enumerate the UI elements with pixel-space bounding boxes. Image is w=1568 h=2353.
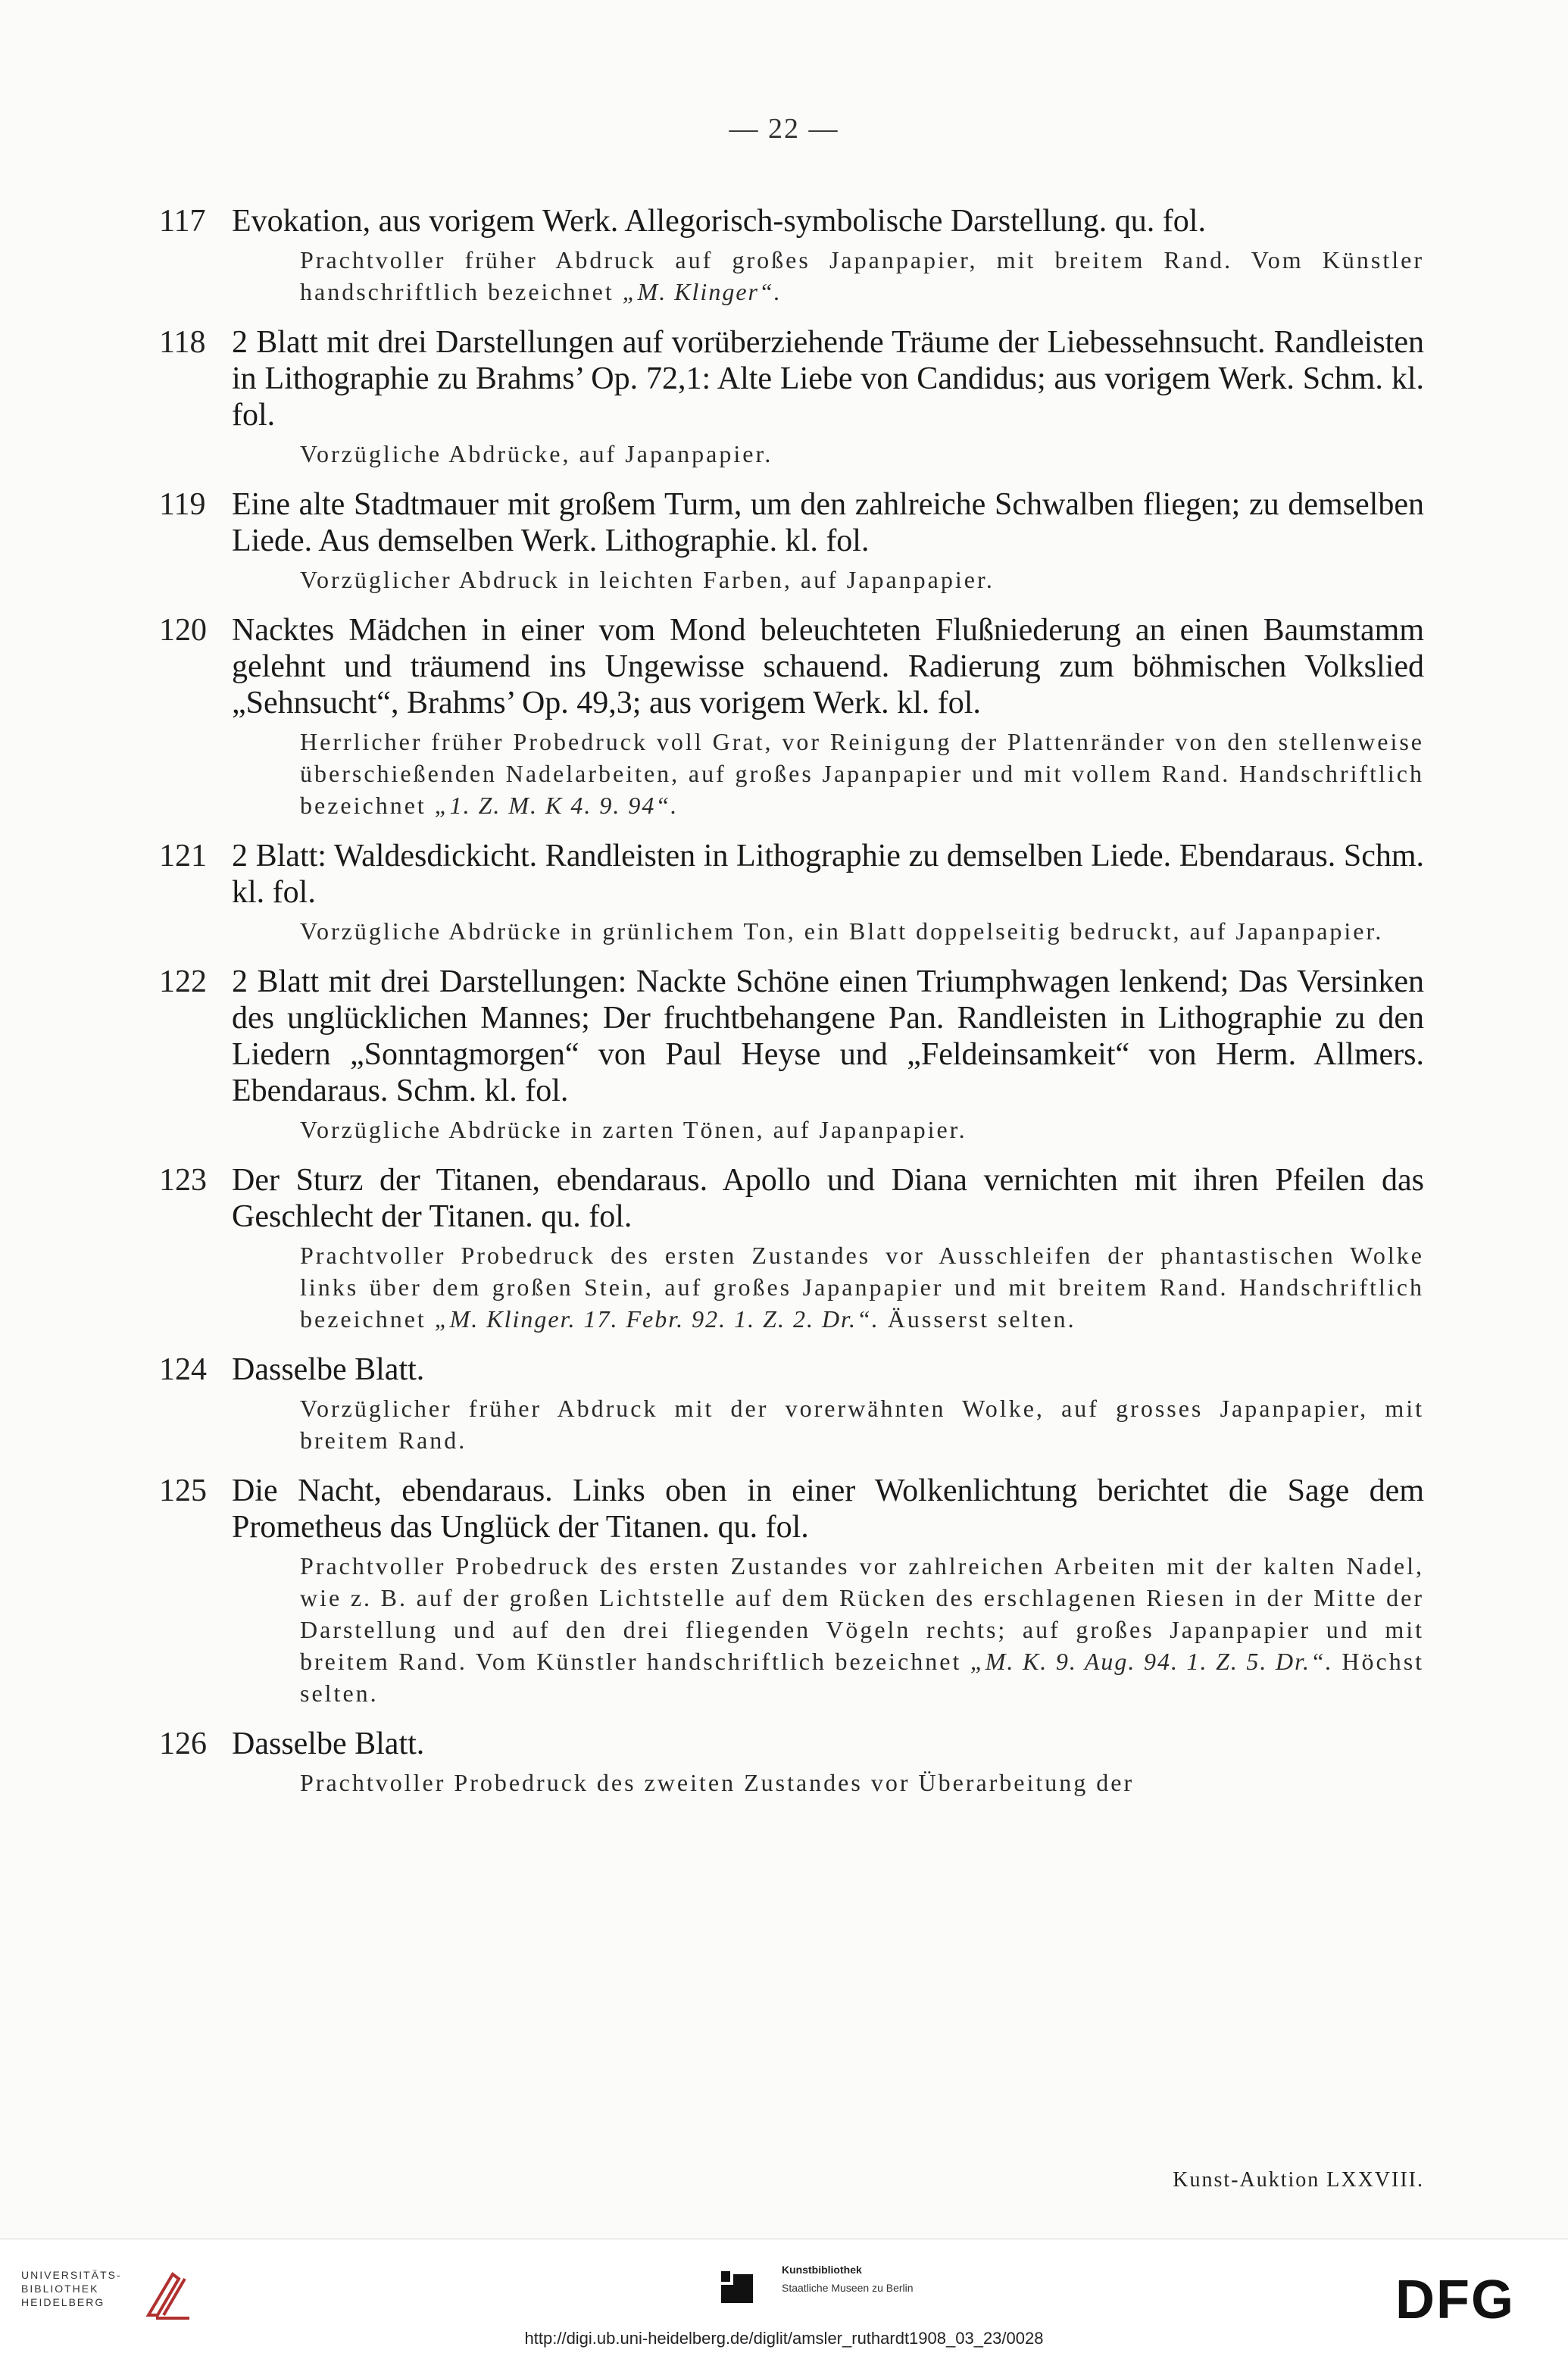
university-library-name xyxy=(21,2268,122,2309)
dfg-logo[interactable] xyxy=(1395,2271,1547,2324)
entry-note xyxy=(300,1550,1424,1709)
entry-title: 2 Blatt mit drei Darstellungen auf vorüberziehende Träume der Liebessehnsucht. Randleisten in Lithographie zu Brahms’ Op. 72,1: Alte Liebe von Candidus; aus vorigem Werk. Schm. kl. fol. xyxy=(232,325,1424,433)
entry-number: 123 xyxy=(159,1163,207,1198)
ub-line-3: HEIDELBERG xyxy=(21,2296,105,2308)
footer-bar xyxy=(0,2239,1568,2353)
catalog-entry xyxy=(151,486,1424,595)
kunstbibliothek-subtitle: Staatliche Museen zu Berlin xyxy=(782,2282,914,2294)
entry-title: Evokation, aus vorigem Werk. Allegorisch-symbolische Darstellung. qu. fol. xyxy=(232,204,1206,239)
kunstbibliothek-emblem-icon xyxy=(717,2267,757,2308)
page-number: — 22 — xyxy=(729,113,839,145)
entry-title: 2 Blatt mit drei Darstellungen: Nackte Schöne einen Triumphwagen lenkend; Das Versinken des unglücklichen Mannes; Der fruchtbehangene Pan. Randleisten in Lithographie zu den Liedern „Sonntagmorgen“ von Paul Heyse und „Feldeinsamkeit“ von Herm. Allmers. Ebendaraus. Schm. kl. fol. xyxy=(232,964,1424,1108)
catalog-entry xyxy=(151,324,1424,470)
catalog-entry xyxy=(151,203,1424,308)
university-library-logo[interactable] xyxy=(21,2268,203,2329)
entry-note xyxy=(300,244,1424,308)
ub-line-2: BIBLIOTHEK xyxy=(21,2283,99,2295)
entry-number: 126 xyxy=(159,1726,207,1761)
entry-note: Vorzügliche Abdrücke in grünlichem Ton, ein Blatt doppelseitig bedruckt, auf Japanpapier. xyxy=(300,917,1384,945)
entry-note-text: Prachtvoller Probedruck des ersten Zustandes vor zahlreichen Arbeiten mit der kalten Nadel, wie z. B. auf der großen Lichtstelle auf dem Rücken des erschlagenen Riesen in der Mitte der Darstellung und auf den drei fliegenden Vögeln rechts; auf großes Japanpapier und mit breitem Rand. Vom Künstler handschriftlich bezeichnet xyxy=(300,1552,1424,1675)
ub-line-1: UNIVERSITÄTS- xyxy=(21,2269,122,2281)
auction-signature: Kunst-Auktion LXXVIII. xyxy=(1173,2168,1424,2192)
entry-title: Eine alte Stadtmauer mit großem Turm, um den zahlreiche Schwalben fliegen; zu demselben Liede. Aus demselben Werk. Lithographie. kl. fol. xyxy=(232,487,1424,558)
catalog-entries xyxy=(151,203,1424,1815)
catalog-entry xyxy=(151,1726,1424,1798)
entry-note-text: Prachtvoller früher Abdruck auf großes Japanpapier, mit breitem Rand. Vom Künstler handschriftlich bezeichnet xyxy=(300,246,1424,305)
entry-title: 2 Blatt: Waldesdickicht. Randleisten in Lithographie zu demselben Liede. Ebendaraus. Schm. kl. fol. xyxy=(232,839,1424,910)
entry-note-text: Herrlicher früher Probedruck voll Grat, vor Reinigung der Plattenränder von den stellenweise überschießenden Nadelarbeiten, auf großes Japanpapier und mit vollem Rand. Handschriftlich bezeichnet xyxy=(300,728,1424,819)
dfg-logo-text: DFG xyxy=(1395,2271,1515,2324)
entry-number: 125 xyxy=(159,1473,207,1508)
entry-note: Prachtvoller Probedruck des zweiten Zustandes vor Überarbeitung der xyxy=(300,1769,1135,1796)
catalog-entry xyxy=(151,964,1424,1145)
entry-title: Nacktes Mädchen in einer vom Mond beleuchteten Flußniederung an einen Baumstamm gelehnt und träumend ins Ungewisse schauend. Radierung zum böhmischen Volkslied „Sehnsucht“, Brahms’ Op. 49,3; aus vorigem Werk. kl. fol. xyxy=(232,613,1424,720)
entry-number: 118 xyxy=(159,325,206,360)
entry-note-inscription: „M. Klinger. 17. Febr. 92. 1. Z. 2. Dr.“. xyxy=(434,1305,879,1333)
entry-number: 117 xyxy=(159,204,206,239)
entry-number: 120 xyxy=(159,613,207,648)
entry-note: Vorzügliche Abdrücke, auf Japanpapier. xyxy=(300,440,773,467)
catalog-entry xyxy=(151,838,1424,947)
catalog-entry xyxy=(151,612,1424,821)
entry-note-inscription: „M. K. 9. Aug. 94. 1. Z. 5. Dr.“. xyxy=(970,1648,1333,1675)
entry-note-inscription: „M. Klinger“. xyxy=(622,278,782,305)
entry-note xyxy=(300,726,1424,821)
entry-title: Die Nacht, ebendaraus. Links oben in einer Wolkenlichtung berichtet die Sage dem Prometheus das Unglück der Titanen. qu. fol. xyxy=(232,1473,1424,1545)
source-url[interactable]: http://digi.ub.uni-heidelberg.de/diglit/amsler_ruthardt1908_03_23/0028 xyxy=(524,2329,1044,2348)
entry-note: Vorzügliche Abdrücke in zarten Tönen, auf Japanpapier. xyxy=(300,1116,967,1143)
entry-title: Dasselbe Blatt. xyxy=(232,1352,425,1387)
entry-number: 121 xyxy=(159,839,207,873)
catalog-entry xyxy=(151,1351,1424,1456)
entry-title: Der Sturz der Titanen, ebendaraus. Apollo und Diana vernichten mit ihren Pfeilen das Geschlecht der Titanen. qu. fol. xyxy=(232,1163,1424,1234)
entry-title: Dasselbe Blatt. xyxy=(232,1726,425,1761)
entry-number: 122 xyxy=(159,964,207,999)
entry-note-rarity: Höchst selten. xyxy=(300,1648,1425,1707)
entry-note: Vorzüglicher Abdruck in leichten Farben, auf Japanpapier. xyxy=(300,566,995,593)
entry-note: Vorzüglicher früher Abdruck mit der vorerwähnten Wolke, auf grosses Japanpapier, mit breitem Rand. xyxy=(300,1395,1424,1454)
kunstbibliothek-title: Kunstbibliothek xyxy=(782,2264,862,2276)
catalog-entry xyxy=(151,1473,1424,1709)
ub-emblem-icon xyxy=(142,2268,195,2324)
entry-number: 119 xyxy=(159,487,206,522)
entry-number: 124 xyxy=(159,1352,207,1387)
kunstbibliothek-logo[interactable] xyxy=(717,2256,989,2317)
entry-note xyxy=(300,1239,1424,1335)
entry-note-rarity: Äusserst selten. xyxy=(887,1305,1076,1333)
entry-note-text: Prachtvoller Probedruck des ersten Zustandes vor Ausschleifen der phantastischen Wolke links über dem großen Stein, auf großes Japanpapier und mit breitem Rand. Handschriftlich bezeichnet xyxy=(300,1242,1424,1333)
entry-note-inscription: „1. Z. M. K 4. 9. 94“. xyxy=(434,792,679,819)
catalog-entry xyxy=(151,1162,1424,1335)
